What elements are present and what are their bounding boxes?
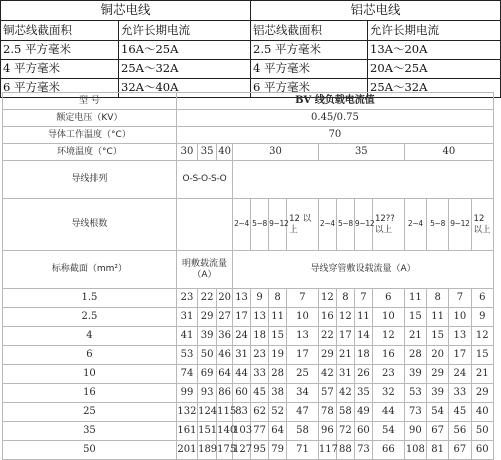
model-value: BV 线负载电流值 <box>176 93 493 110</box>
capacity-cell: 33 <box>449 384 471 403</box>
capacity-cell: 40 <box>471 403 493 422</box>
capacity-cell: 10 <box>372 308 404 327</box>
capacity-cell: 74 <box>176 365 197 384</box>
wire-count-open-cell <box>176 199 232 251</box>
wire-count-label: 导线根数 <box>3 199 177 251</box>
capacity-cell: 34 <box>287 384 319 403</box>
capacity-cell: 29 <box>471 384 493 403</box>
capacity-cell: 8 <box>427 289 449 308</box>
capacity-cell: 22 <box>198 289 217 308</box>
capacity-cell: 117 <box>318 441 336 460</box>
capacity-cell: 52 <box>269 403 287 422</box>
ambient-open-40: 40 <box>217 144 233 161</box>
capacity-cell: 175 <box>217 441 233 460</box>
wire-group-cell: 5~8 <box>427 199 449 251</box>
capacity-cell: 44 <box>372 403 404 422</box>
capacity-cell: 20 <box>427 346 449 365</box>
capacity-cell: 13 <box>287 327 319 346</box>
capacity-cell: 18 <box>354 346 372 365</box>
capacity-cell: 23 <box>251 346 269 365</box>
capacity-cell: 95 <box>251 441 269 460</box>
capacity-cell: 23 <box>176 289 197 308</box>
capacity-cell: 26 <box>354 365 372 384</box>
capacity-cell: 15 <box>404 308 426 327</box>
capacity-cell: 12 <box>336 308 354 327</box>
wire-current-summary-table <box>0 0 501 98</box>
capacity-cell: 19 <box>269 346 287 365</box>
bv-load-current-table <box>2 92 494 460</box>
capacity-cell: 79 <box>269 441 287 460</box>
capacity-cell: 60 <box>471 441 493 460</box>
capacity-cell: 13 <box>449 327 471 346</box>
capacity-cell: 86 <box>217 384 233 403</box>
capacity-cell: 24 <box>449 365 471 384</box>
capacity-cell: 45 <box>449 403 471 422</box>
capacity-cell: 15 <box>269 327 287 346</box>
capacity-cell: 47 <box>287 403 319 422</box>
capacity-cell: 15 <box>471 346 493 365</box>
capacity-cell: 161 <box>176 422 197 441</box>
capacity-cell: 124 <box>198 403 217 422</box>
capacity-cell: 67 <box>427 422 449 441</box>
capacity-cell: 32 <box>372 384 404 403</box>
capacity-cell: 11 <box>354 308 372 327</box>
capacity-cell: 25 <box>287 365 319 384</box>
capacity-cell: 7 <box>354 289 372 308</box>
section-size-cell: 35 <box>3 422 177 441</box>
capacity-cell: 73 <box>354 441 372 460</box>
table-row <box>3 365 494 384</box>
section-size-cell: 50 <box>3 441 177 460</box>
aluminium-area-cell: 4 平方毫米 <box>251 60 368 79</box>
capacity-cell: 36 <box>217 327 233 346</box>
capacity-cell: 50 <box>198 346 217 365</box>
capacity-cell: 9 <box>471 308 493 327</box>
capacity-cell: 31 <box>336 365 354 384</box>
capacity-cell: 58 <box>336 403 354 422</box>
aluminium-wire-header: 铝芯电线 <box>251 1 501 21</box>
conductor-temp-value: 70 <box>176 127 493 144</box>
capacity-cell: 8 <box>269 289 287 308</box>
wire-group-cell: 2~4 <box>318 199 336 251</box>
capacity-cell: 21 <box>336 346 354 365</box>
capacity-cell: 13 <box>251 308 269 327</box>
capacity-cell: 57 <box>318 384 336 403</box>
open-laying-capacity-label: 明敷载流量（A） <box>176 251 232 289</box>
capacity-cell: 115 <box>217 403 233 422</box>
capacity-cell: 20 <box>217 289 233 308</box>
capacity-cell: 60 <box>233 384 251 403</box>
capacity-cell: 201 <box>176 441 197 460</box>
wire-group-cell: 9~12 <box>269 199 287 251</box>
capacity-cell: 39 <box>404 365 426 384</box>
capacity-cell: 69 <box>198 365 217 384</box>
capacity-cell: 16 <box>372 346 404 365</box>
capacity-cell: 39 <box>198 327 217 346</box>
capacity-cell: 90 <box>404 422 426 441</box>
capacity-cell: 23 <box>372 365 404 384</box>
capacity-cell: 7 <box>287 289 319 308</box>
aluminium-current-cell: 20A～25A <box>368 60 501 79</box>
ambient-temp-label: 环境温度（°C） <box>3 144 177 161</box>
table-row <box>1 60 501 79</box>
capacity-cell: 17 <box>449 346 471 365</box>
capacity-cell: 50 <box>471 422 493 441</box>
capacity-cell: 13 <box>233 289 251 308</box>
ambient-conduit-35: 35 <box>318 144 404 161</box>
capacity-cell: 24 <box>233 327 251 346</box>
rated-voltage-value: 0.45/0.75 <box>176 110 493 127</box>
arrangement-label: 导线排列 <box>3 161 177 199</box>
capacity-cell: 28 <box>404 346 426 365</box>
capacity-cell: 15 <box>427 327 449 346</box>
capacity-cell: 7 <box>449 289 471 308</box>
wire-group-cell: 5~8 <box>251 199 269 251</box>
table-row <box>3 422 494 441</box>
copper-current-cell: 25A～32A <box>119 60 251 79</box>
capacity-cell: 42 <box>336 384 354 403</box>
table-row <box>1 41 501 60</box>
capacity-cell: 83 <box>233 403 251 422</box>
capacity-cell: 33 <box>251 365 269 384</box>
capacity-cell: 10 <box>449 308 471 327</box>
capacity-cell: 12 <box>471 327 493 346</box>
capacity-cell: 12 <box>372 327 404 346</box>
capacity-cell: 31 <box>233 346 251 365</box>
capacity-cell: 46 <box>217 346 233 365</box>
copper-wire-header: 铜芯电线 <box>1 1 251 21</box>
arrangement-empty-cell <box>233 161 494 199</box>
capacity-cell: 64 <box>269 422 287 441</box>
table-row <box>3 327 494 346</box>
capacity-cell: 17 <box>287 346 319 365</box>
capacity-cell: 12 <box>318 289 336 308</box>
section-size-cell: 4 <box>3 327 177 346</box>
capacity-cell: 11 <box>427 308 449 327</box>
capacity-cell: 14 <box>354 327 372 346</box>
capacity-cell: 11 <box>404 289 426 308</box>
wire-group-cell: 12 以上 <box>287 199 319 251</box>
capacity-cell: 28 <box>269 365 287 384</box>
ambient-conduit-30: 30 <box>233 144 319 161</box>
capacity-cell: 54 <box>427 403 449 422</box>
copper-area-cell: 4 平方毫米 <box>1 60 119 79</box>
section-size-cell: 25 <box>3 403 177 422</box>
capacity-cell: 27 <box>217 308 233 327</box>
arrangement-value: O-S-O-S-O <box>176 161 232 199</box>
capacity-cell: 29 <box>198 308 217 327</box>
capacity-cell: 8 <box>336 289 354 308</box>
wire-group-cell: 9~12 <box>354 199 372 251</box>
section-size-cell: 2.5 <box>3 308 177 327</box>
capacity-cell: 9 <box>251 289 269 308</box>
capacity-cell: 88 <box>336 441 354 460</box>
section-size-cell: 1.5 <box>3 289 177 308</box>
wire-group-cell: 2~4 <box>233 199 251 251</box>
section-size-cell: 6 <box>3 346 177 365</box>
capacity-cell: 151 <box>198 422 217 441</box>
capacity-cell: 140 <box>217 422 233 441</box>
model-label: 型 号 <box>3 93 177 110</box>
capacity-cell: 103 <box>233 422 251 441</box>
capacity-cell: 11 <box>269 308 287 327</box>
wire-group-cell: 9~12 <box>449 199 471 251</box>
ambient-open-30: 30 <box>176 144 197 161</box>
capacity-cell: 56 <box>449 422 471 441</box>
capacity-cell: 22 <box>318 327 336 346</box>
capacity-cell: 31 <box>176 308 197 327</box>
capacity-cell: 49 <box>354 403 372 422</box>
capacity-cell: 60 <box>354 422 372 441</box>
capacity-cell: 16 <box>318 308 336 327</box>
table-row <box>3 403 494 422</box>
capacity-cell: 58 <box>287 422 319 441</box>
aluminium-current-cell: 13A～20A <box>368 41 501 60</box>
table-row <box>3 308 494 327</box>
capacity-cell: 6 <box>372 289 404 308</box>
capacity-cell: 96 <box>318 422 336 441</box>
capacity-cell: 81 <box>427 441 449 460</box>
rated-voltage-label: 额定电压（KV） <box>3 110 177 127</box>
capacity-cell: 44 <box>233 365 251 384</box>
aluminium-area-cell: 2.5 平方毫米 <box>251 41 368 60</box>
capacity-cell: 54 <box>372 422 404 441</box>
capacity-cell: 73 <box>404 403 426 422</box>
capacity-cell: 62 <box>251 403 269 422</box>
table-row <box>3 289 494 308</box>
capacity-cell: 45 <box>251 384 269 403</box>
capacity-cell: 53 <box>176 346 197 365</box>
capacity-cell: 53 <box>404 384 426 403</box>
capacity-cell: 189 <box>198 441 217 460</box>
section-size-cell: 16 <box>3 384 177 403</box>
aluminium-current-column-header: 允许长期电流 <box>368 21 501 41</box>
capacity-cell: 29 <box>427 365 449 384</box>
capacity-cell: 29 <box>318 346 336 365</box>
capacity-cell: 18 <box>251 327 269 346</box>
capacity-cell: 108 <box>404 441 426 460</box>
capacity-cell: 66 <box>372 441 404 460</box>
conduit-laying-capacity-label: 导线穿管敷设载流量（A） <box>233 251 494 289</box>
aluminium-current-cell: 25A～32A <box>368 79 501 98</box>
copper-current-cell: 32A～40A <box>119 79 251 98</box>
aluminium-area-cell: 6 平方毫米 <box>251 79 368 98</box>
capacity-cell: 64 <box>217 365 233 384</box>
capacity-cell: 38 <box>269 384 287 403</box>
capacity-cell: 6 <box>471 289 493 308</box>
capacity-cell: 93 <box>198 384 217 403</box>
table-row <box>3 346 494 365</box>
copper-area-column-header: 铜芯线截面积 <box>1 21 119 41</box>
table-row <box>3 384 494 403</box>
capacity-cell: 17 <box>336 327 354 346</box>
capacity-cell: 99 <box>176 384 197 403</box>
copper-area-cell: 2.5 平方毫米 <box>1 41 119 60</box>
copper-area-cell: 6 平方毫米 <box>1 79 119 98</box>
capacity-cell: 10 <box>287 308 319 327</box>
capacity-cell: 39 <box>427 384 449 403</box>
capacity-cell: 35 <box>354 384 372 403</box>
capacity-cell: 78 <box>318 403 336 422</box>
nominal-section-label: 标称截面（mm²） <box>3 251 177 289</box>
ambient-open-35: 35 <box>198 144 217 161</box>
capacity-cell: 17 <box>233 308 251 327</box>
capacity-cell: 41 <box>176 327 197 346</box>
copper-current-cell: 16A～25A <box>119 41 251 60</box>
capacity-cell: 127 <box>233 441 251 460</box>
capacity-cell: 71 <box>287 441 319 460</box>
wire-group-cell: 2~4 <box>404 199 426 251</box>
capacity-cell: 67 <box>449 441 471 460</box>
capacity-cell: 21 <box>471 365 493 384</box>
capacity-cell: 72 <box>336 422 354 441</box>
wire-group-cell: 12?? 以上 <box>372 199 404 251</box>
capacity-cell: 42 <box>318 365 336 384</box>
wire-group-cell: 12 以上 <box>471 199 493 251</box>
section-size-cell: 10 <box>3 365 177 384</box>
capacity-cell: 132 <box>176 403 197 422</box>
ambient-conduit-40: 40 <box>404 144 493 161</box>
conductor-temp-label: 导体工作温度（°C） <box>3 127 177 144</box>
capacity-cell: 77 <box>251 422 269 441</box>
table-row <box>3 441 494 460</box>
wire-group-cell: 5~8 <box>336 199 354 251</box>
capacity-cell: 21 <box>404 327 426 346</box>
copper-current-column-header: 允许长期电流 <box>119 21 251 41</box>
aluminium-area-column-header: 铝芯线截面积 <box>251 21 368 41</box>
